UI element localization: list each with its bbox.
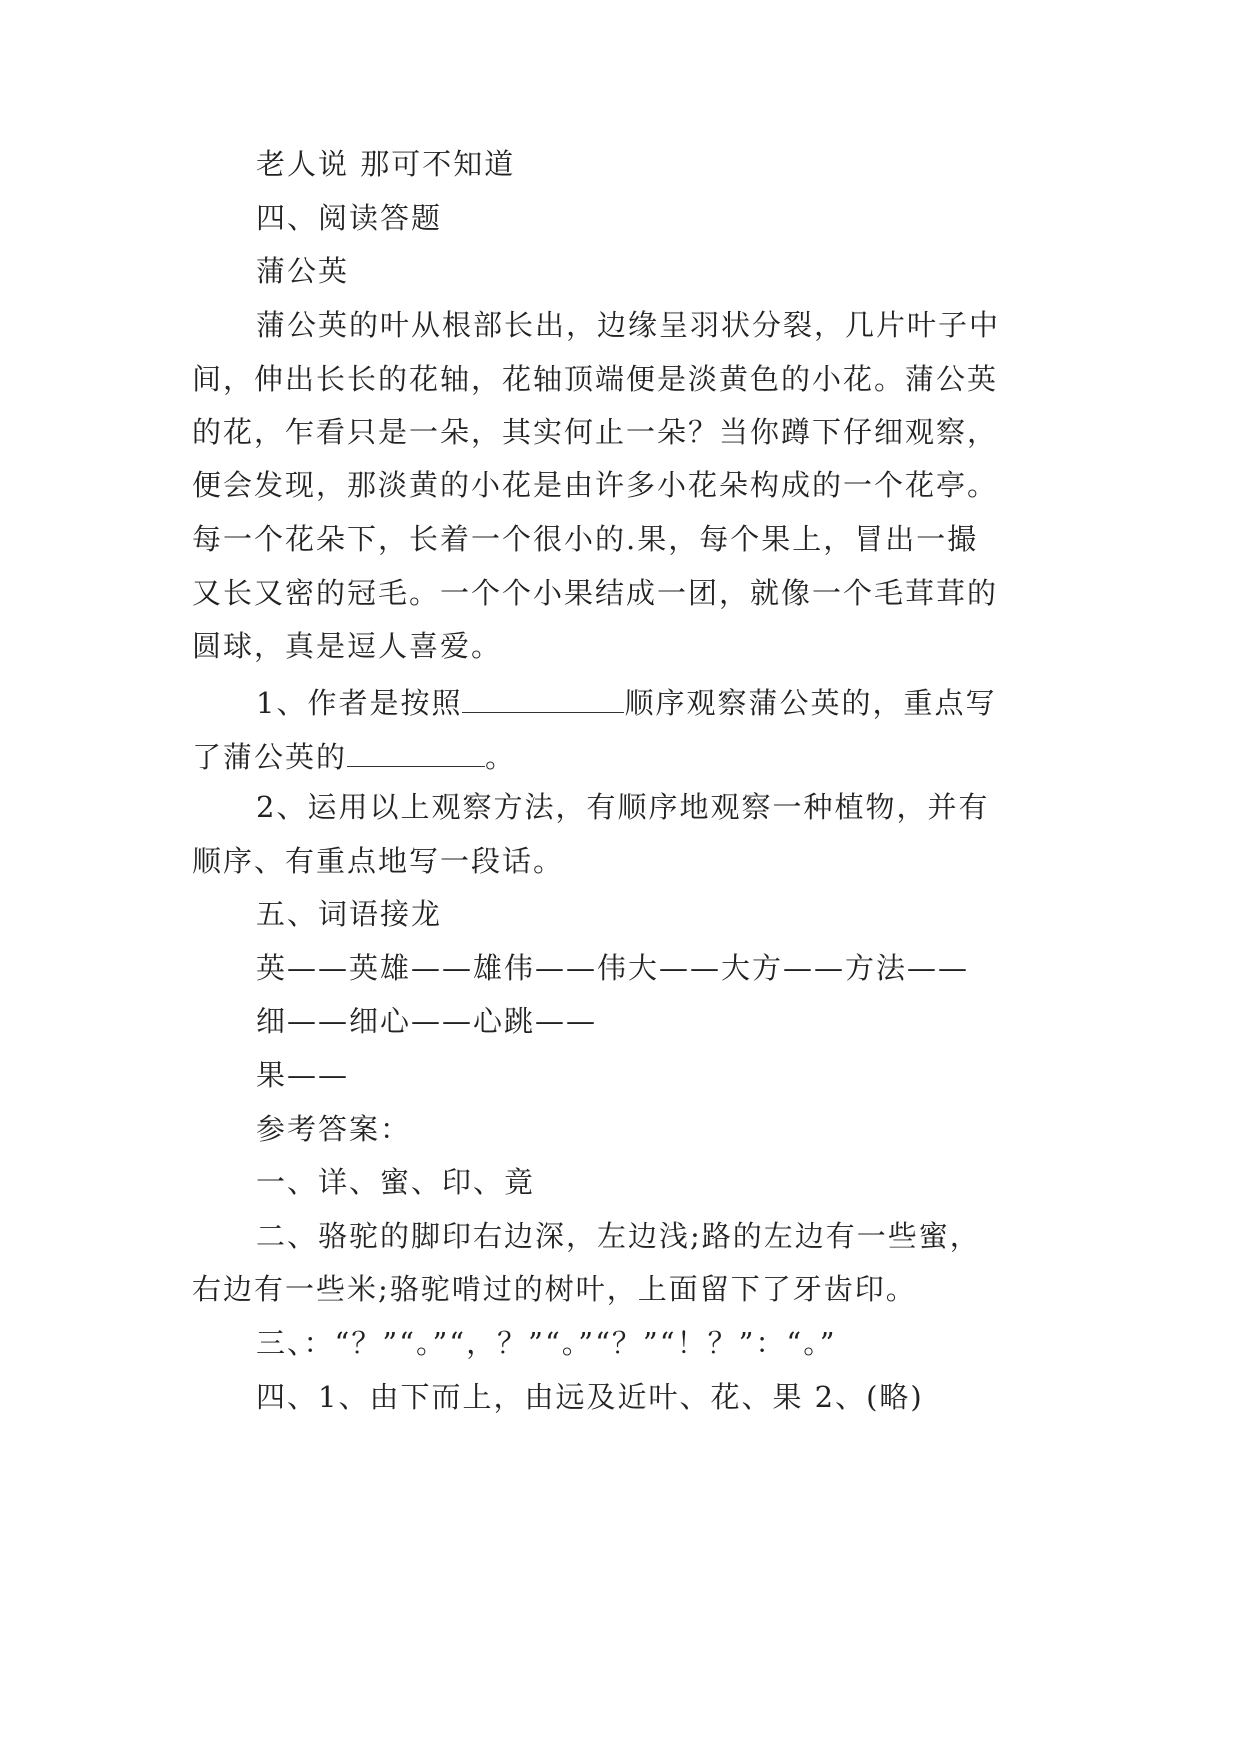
question-1-text: 。 xyxy=(485,740,517,774)
answer-line: 三、：“？”“。”“，？”“。”“？”“！？”：“。” xyxy=(256,1326,837,1360)
passage-line: 的花，乍看只是一朵，其实何止一朵？当你蹲下仔细观察， xyxy=(192,415,999,449)
answer-line: 一、详、蜜、印、竟 xyxy=(256,1165,536,1199)
question-2-line: 2、运用以上观察方法，有顺序地观察一种植物，并有 xyxy=(256,790,990,824)
passage-line: 圆球，真是逗人喜爱。 xyxy=(192,629,503,663)
text-line-old-man: 老人说 那可不知道 xyxy=(256,147,516,181)
question-1-text: 1、作者是按照 xyxy=(256,686,463,720)
answer-line: 右边有一些米;骆驼啃过的树叶，上面留下了牙齿印。 xyxy=(192,1272,917,1306)
question-1-line xyxy=(192,736,516,776)
word-chain-line: 果—— xyxy=(256,1058,350,1092)
answer-blank[interactable] xyxy=(462,682,624,713)
passage-line: 又长又密的冠毛。一个个小果结成一团，就像一个毛茸茸的 xyxy=(192,576,999,610)
answer-line: 二、骆驼的脚印右边深，左边浅;路的左边有一些蜜， xyxy=(256,1219,981,1253)
passage-line: 蒲公英的叶从根部长出，边缘呈羽状分裂，几片叶子中 xyxy=(256,308,1001,342)
section-4-heading: 四、阅读答题 xyxy=(256,201,443,235)
passage-line: 间，伸出长长的花轴，花轴顶端便是淡黄色的小花。蒲公英 xyxy=(192,362,999,396)
answers-heading: 参考答案： xyxy=(256,1112,412,1146)
question-1-text: 了蒲公英的 xyxy=(192,740,348,774)
answer-blank[interactable] xyxy=(347,736,485,767)
word-chain-line: 细——细心——心跳—— xyxy=(256,1004,598,1038)
question-2-line: 顺序、有重点地写一段话。 xyxy=(192,844,565,878)
passage-title: 蒲公英 xyxy=(256,254,350,288)
word-chain-line: 英——英雄——雄伟——伟大——大方——方法—— xyxy=(256,951,970,985)
section-5-heading: 五、词语接龙 xyxy=(256,897,443,931)
answer-line: 四、1、由下而上，由远及近叶、花、果 2、(略) xyxy=(256,1380,924,1414)
passage-line: 便会发现，那淡黄的小花是由许多小花朵构成的一个花亭。 xyxy=(192,468,999,502)
question-1-text: 顺序观察蒲公英的，重点写 xyxy=(624,686,997,720)
passage-line: 每一个花朵下，长着一个很小的.果，每个果上，冒出一撮 xyxy=(192,522,979,556)
question-1-line xyxy=(256,682,996,722)
